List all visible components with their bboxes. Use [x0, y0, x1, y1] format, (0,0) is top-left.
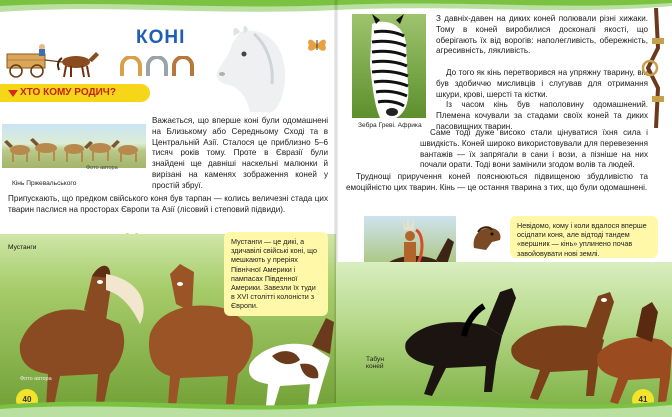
- running-horses: [336, 262, 672, 417]
- page-number: 40: [16, 389, 38, 411]
- horseshoes-icon: [118, 56, 198, 80]
- tarpan-paragraph: Припускають, що предком свійського коня був тарпан — колись величезні стада цих тварин паслися на просторах Європи та Азії (лісовий і степовий підвиди).: [8, 194, 328, 214]
- caption-zebra: Зебра Греві. Африка: [358, 122, 422, 129]
- usage-paragraph: Саме тоді дуже високо стали цінуватися їхня сила і швидкість. Коней широко використовували для перевезення вантажів — їх запрягали в сани і вози, а пізніше на них почали орати. Тоді вони замінили згодом волів та людей.: [420, 128, 648, 170]
- section-heading-text: ХТО КОМУ РОДИЧ?: [20, 87, 116, 98]
- intro-paragraph: Важається, що вперше коні були одомашнені на Близькому або Середньому Сході та в Центральній Азії. Сталося це приблизно 5–6 тисяч років тому. Проте в Євразії були знайдені ще давніші наскельні малюнки й вирізані на каменях зображення коней у простій збруї.: [152, 116, 328, 190]
- rider-info-box: Невідомо, кому і коли вдалося вперше осідлати коня, але відтоді тандем «вершник — кінь» уплинено почав завойовувати нові землі.: [510, 216, 658, 258]
- horse-herd-silhouettes: [2, 124, 146, 168]
- caption-horse-herd: Табун коней: [366, 356, 384, 370]
- butterfly-icon: [306, 36, 328, 54]
- mustang-info-box: Мустанги — це дикі, а здичавілі свійські коні, що мешкають у преріях Північної Америки і пампасах Південної Америки. Завезли їх туди в XVI столітті колоністи з Європи.: [224, 232, 328, 316]
- right-page: [336, 0, 672, 417]
- hunting-paragraph: До того як кінь перетворився на упряжну тварину, він був здобиччю мисливців і слугував для отримання шкури, крові, шерсті та кістки.: [436, 68, 648, 99]
- triangle-bullet-icon: [8, 90, 18, 97]
- photo-credit: Фото автора: [86, 165, 118, 171]
- caption-mustangs: Мустанги: [8, 244, 37, 251]
- taming-paragraph: Труднощі приручення коней пояснюються підвищеною збудливістю та емоційністю цих тварин. Кінь — це остання тварина з тих, що були одомашнені.: [346, 172, 648, 192]
- bottom-wave-decoration: [0, 395, 672, 417]
- domestication-paragraph: Із часом кінь був наполовину одомашнений. Племена кочували за стадами своїх коней та диких пасовищних тварин.: [436, 100, 648, 131]
- horse-cart-illustration: [4, 40, 104, 80]
- section-heading: [0, 84, 150, 102]
- horse-head-icon: [470, 224, 504, 252]
- page-title: КОНІ: [136, 27, 186, 48]
- przewalski-horses-photo: [2, 124, 146, 168]
- zebra-illustration: [352, 14, 426, 118]
- page-number: 41: [632, 389, 654, 411]
- horse-herd-photo: [336, 262, 672, 417]
- bridle-illustration: [636, 8, 672, 128]
- photo-credit: Фото автора: [20, 376, 52, 382]
- predators-paragraph: З давніх-давен на диких коней полювали різні хижаки. Тому в коней виробилися досконалі якості, що оберігають їх від ворогів: наполегливість, обережність, агресивність, лякливість.: [436, 14, 648, 56]
- white-horse-photo: [210, 24, 296, 114]
- zebra-photo: [352, 14, 426, 118]
- caption-przewalski: Кінь Пржевальського: [12, 180, 77, 187]
